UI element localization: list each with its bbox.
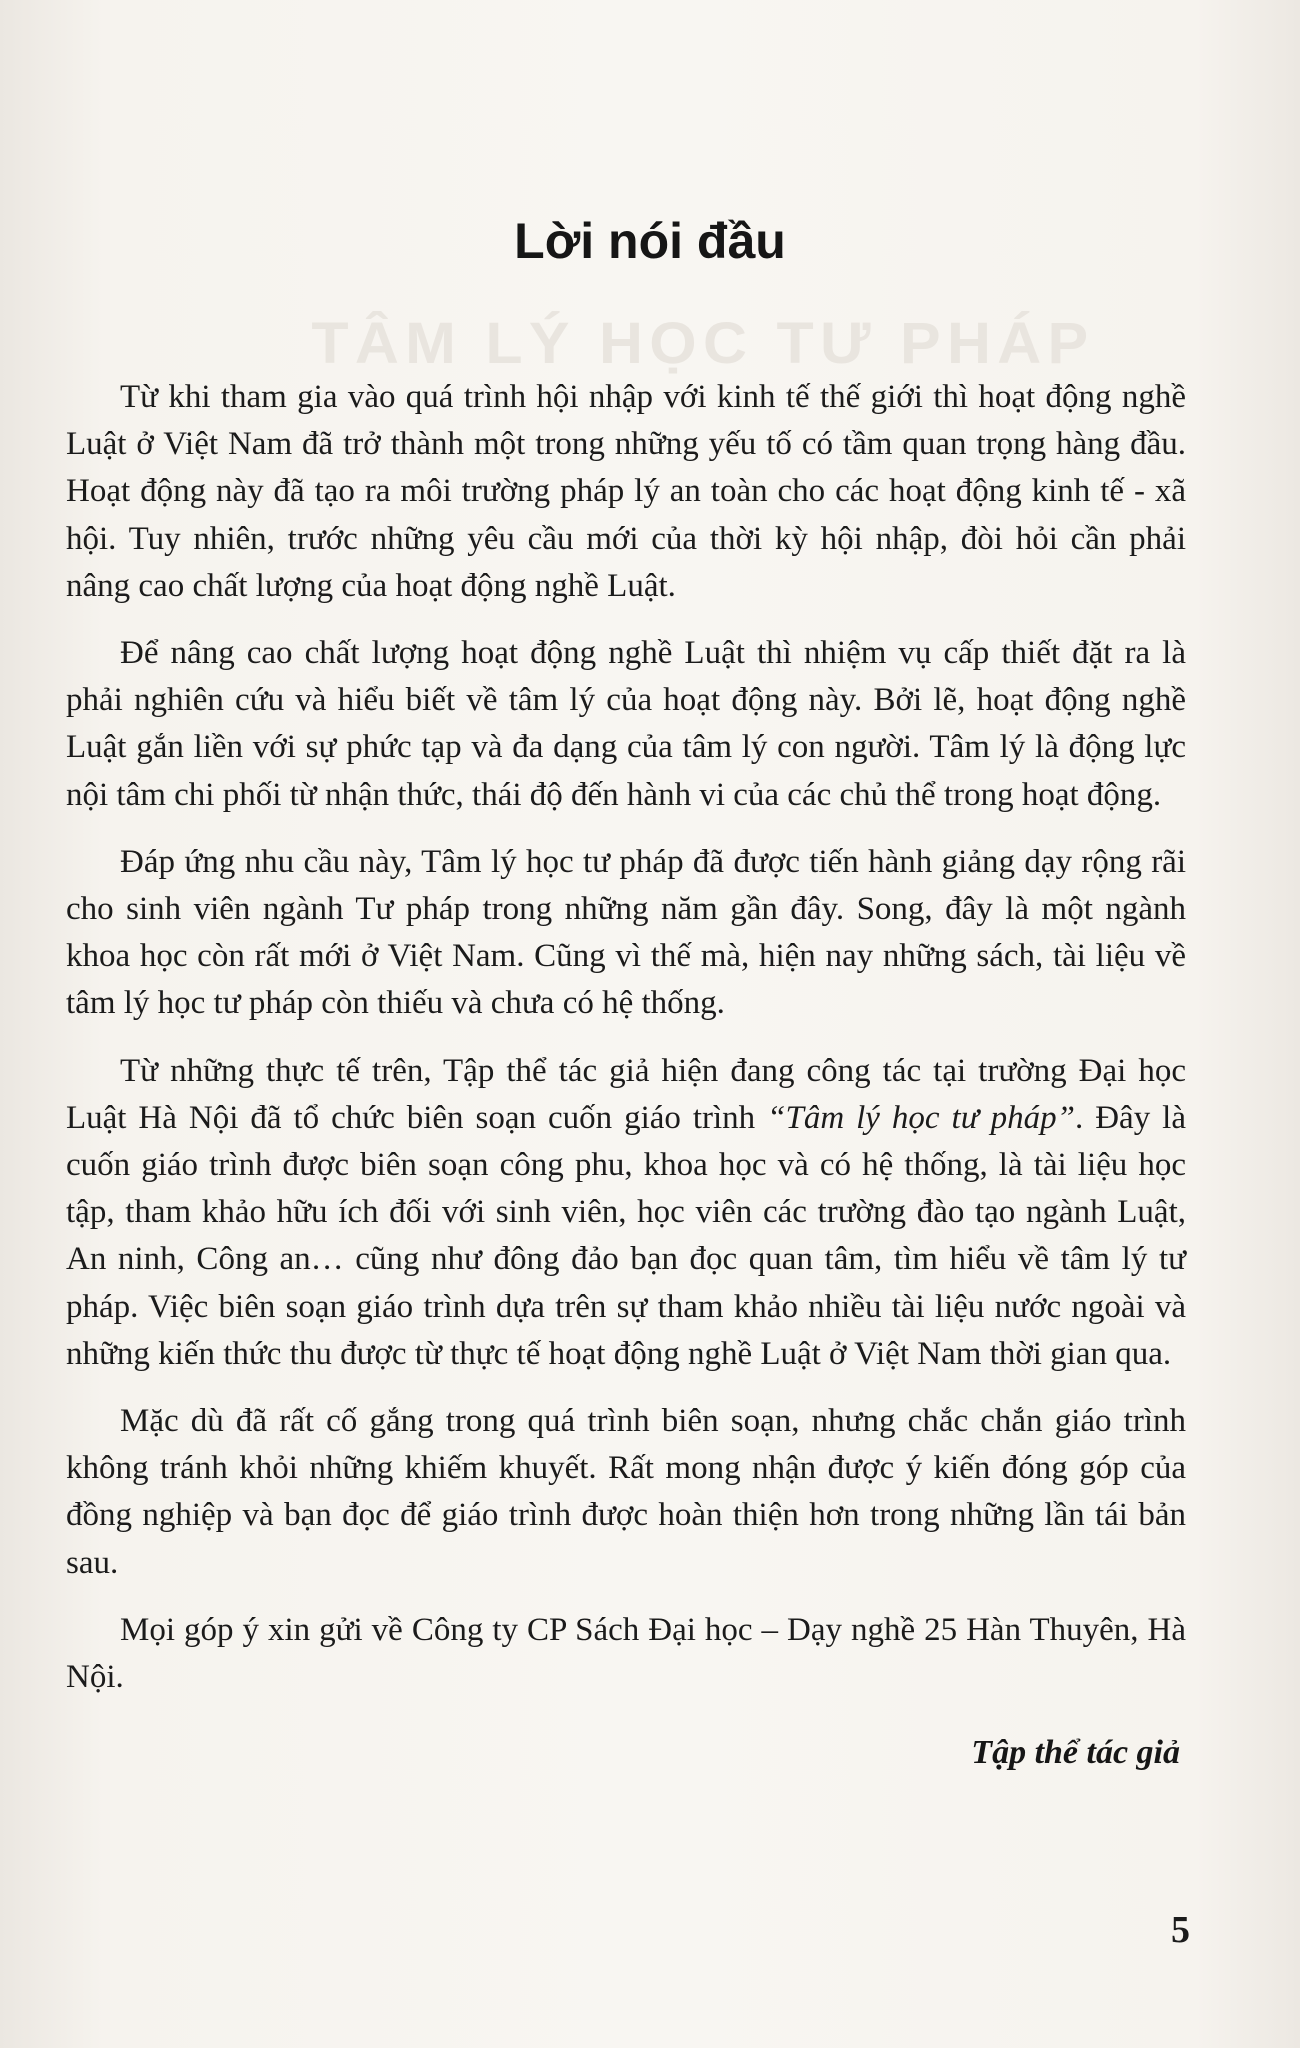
- paragraph-6: Mọi góp ý xin gửi về Công ty CP Sách Đại học – Dạy nghề 25 Hàn Thuyên, Hà Nội.: [66, 1611, 1186, 1696]
- book-title-italic: “Tâm lý học tư pháp”: [767, 1099, 1076, 1136]
- paragraph-4-before: Từ những thực tế trên, Tập thể tác giả hiện đang công tác tại trường Đại học Luật Hà Nội đã tổ chức biên soạn cuốn giáo trình: [66, 1052, 1186, 1136]
- paragraph-2: Để nâng cao chất lượng hoạt động nghề Luật thì nhiệm vụ cấp thiết đặt ra là phải nghiên cứu và hiểu biết về tâm lý của hoạt động này. Bởi lẽ, hoạt động nghề Luật gắn liền với sự phức tạp và đa dạng của tâm lý con người. Tâm lý là động lực nội tâm chi phối từ nhận thức, thái độ đến hành vi của các chủ thể trong hoạt động.: [66, 635, 1186, 813]
- paragraph-4-after: . Đây là cuốn giáo trình được biên soạn công phu, khoa học và có hệ thống, là tài liệu học tập, tham khảo hữu ích đối với sinh viên, học viên các trường đào tạo ngành Luật, An ninh, Công an… cũng như đông đảo bạn đọc quan tâm, tìm hiểu về tâm lý tư pháp. Việc biên soạn giáo trình dựa trên sự tham khảo nhiều tài liệu nước ngoài và những kiến thức thu được từ thực tế hoạt động nghề Luật ở Việt Nam thời gian qua.: [66, 1099, 1186, 1372]
- paragraph-1: Từ khi tham gia vào quá trình hội nhập với kinh tế thế giới thì hoạt động nghề Luật ở Việt Nam đã trở thành một trong những yếu tố có tầm quan trọng hàng đầu. Hoạt động này đã tạo ra môi trường pháp lý an toàn cho các hoạt động kinh tế - xã hội. Tuy nhiên, trước những yêu cầu mới của thời kỳ hội nhập, đòi hỏi cần phải nâng cao chất lượng của hoạt động nghề Luật.: [66, 379, 1186, 604]
- paragraph-5: Mặc dù đã rất cố gắng trong quá trình biên soạn, nhưng chắc chắn giáo trình không tránh khỏi những khiếm khuyết. Rất mong nhận được ý kiến đóng góp của đồng nghiệp và bạn đọc để giáo trình được hoàn thiện hơn trong những lần tái bản sau.: [66, 1403, 1186, 1581]
- page-title: Lời nói đầu: [514, 213, 786, 269]
- page-number: 5: [1171, 1909, 1190, 1951]
- paragraph-3: Đáp ứng nhu cầu này, Tâm lý học tư pháp đã được tiến hành giảng dạy rộng rãi cho sinh viên ngành Tư pháp trong những năm gần đây. Song, đây là một ngành khoa học còn rất mới ở Việt Nam. Cũng vì thế mà, hiện nay những sách, tài liệu về tâm lý học tư pháp còn thiếu và chưa có hệ thống.: [66, 843, 1186, 1022]
- paragraph-4: [66, 1048, 1186, 1378]
- author-signature: Tập thể tác giả: [971, 1734, 1180, 1771]
- bleed-through-text: TÂM LÝ HỌC TƯ PHÁP: [311, 311, 1095, 376]
- preface-body: [66, 374, 1186, 1721]
